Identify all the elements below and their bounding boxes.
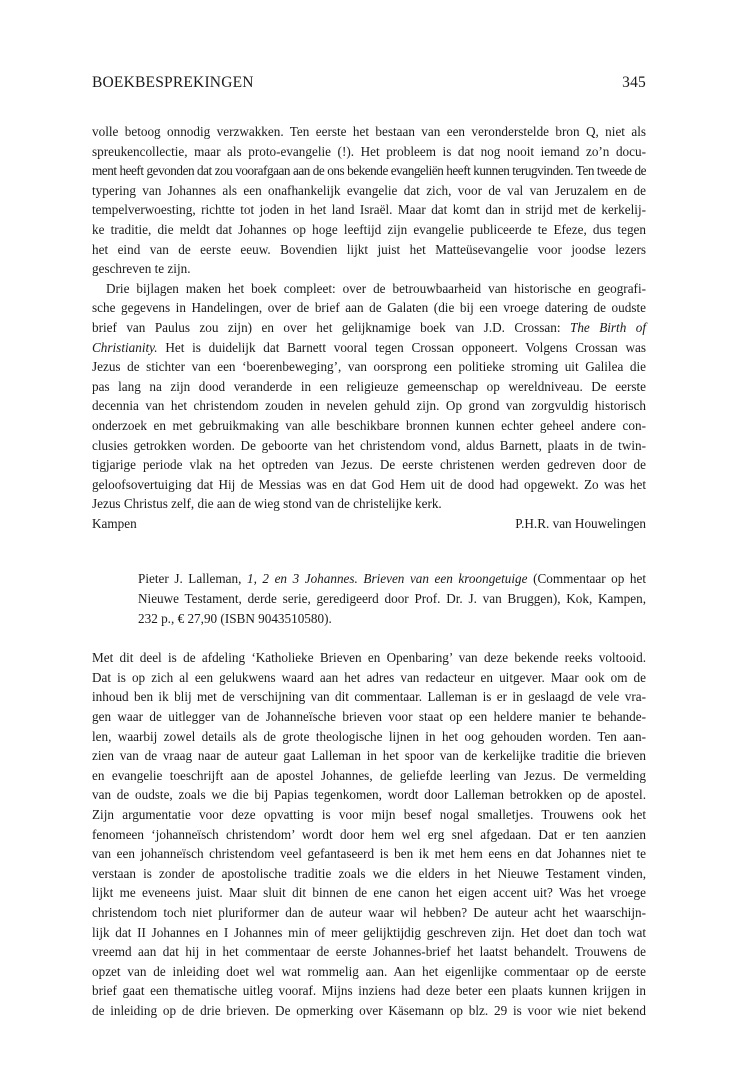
text-line: tempelverwoesting, richtte tot joden in het land Israël. Maar dat komt dan in strijd met de kerkelij- (92, 202, 646, 218)
citation-line: 232 p., € 27,90 (ISBN 9043510580). (138, 610, 332, 626)
text-line: inhoud ben ik blij met de verschijning van dit commentaar. Lalleman is er in geslaagd de vele vra- (92, 689, 646, 705)
text-line: lijkt me eveneens juist. Maar sluit dit binnen de ene canon het eigen accent uit? Was het vroege (92, 885, 646, 901)
page-number: 345 (622, 74, 646, 91)
text-line: tigjarige periode vlak na het optreden van Jezus. De eerste christenen werden gedreven door de (92, 457, 646, 473)
text-line: lijk dat II Johannes en I Johannes min of meer gelijktijdig geschreven zijn. Het doet dan toch wat (92, 924, 646, 940)
text-line: pas lang na zijn dood veranderde in een religieuze gemeenschap op wereldniveau. De eerste (92, 378, 646, 394)
text-line: brief gaat een thematische uitleg vooraf. Mijns inziens had deze beter een plaats kunnen krijgen in (92, 983, 646, 999)
text-line: decennia van het christendom zouden in nevelen gehuld zijn. Op grond van zorgvuldig historisch (92, 398, 646, 414)
citation-details: (Commentaar op het (527, 571, 646, 587)
text-line: het eind van de eerste eeuw. Bovendien lijkt juist het Matteüsevangelie voor joodse lezers (92, 241, 646, 257)
text-line: spreukencollectie, maar als proto-evangelie (!). Het probleem is dat nog nooit iemand zo’n docu- (92, 143, 646, 159)
text-line: christendom toch niet pluriformer dan de auteur waar wil hebben? De auteur acht het waarschijn- (92, 904, 646, 920)
text-line: en evangelie toeschrijft aan de apostel Johannes, de geliefde leerling van Jezus. De vermelding (92, 767, 646, 783)
text-line: clusies getrokken worden. De geboorte van het christendom vond, aldus Barnett, plaats in de twin- (92, 437, 646, 453)
signoff-author: P.H.R. van Houwelingen (515, 515, 646, 531)
text-line: Zijn argumentatie voor deze opvatting is voor mijn besef nogal smalletjes. Trouwens ook het (92, 807, 646, 822)
text-line: verstaan is zonder de apostolische traditie zoals we die elders in het Nieuwe Testament vinden, (92, 865, 646, 881)
text-line (92, 318, 646, 338)
text-run: Het is duidelijk dat Barnett vooral tegen Crossan opponeert. Volgens Crossan was (157, 339, 646, 355)
text-line: fenomeen ‘johanneïsch christendom’ wordt door hem wel erg snel afgedaan. Dat er ten aanzien (92, 826, 646, 842)
page (92, 74, 646, 1021)
text-line: zien van de vraag naar de auteur gaat Lalleman in het spoor van de kerkelijke traditie die brieven (92, 748, 646, 764)
running-head (92, 74, 646, 96)
text-line: volle betoog onnodig verzwakken. Ten eerste het bestaan van een veronderstelde bron Q, niet als (92, 124, 646, 139)
review-1-text (92, 122, 646, 533)
text-line: geschreven te zijn. (92, 261, 191, 277)
text-line: Jezus Christus zelf, die aan de wieg stond van de christelijke kerk. (92, 496, 442, 512)
text-line: Drie bijlagen maken het boek compleet: over de betrouwbaarheid van historische en geografi- (106, 280, 646, 296)
text-line: Dat is op zich al een gelukwens waard aan het adres van redacteur en uitgever. Maar ook om de (92, 669, 646, 685)
text-line: ment heeft gevonden dat zou voorafgaan aan de ons bekende evangeliën heeft kunnen terugvinden. Ten tweede de (92, 163, 646, 179)
text-line: gen waar de uitlegger van de Johanneïsche brieven voor staat op een heldere manier te behande- (92, 709, 646, 725)
text-line: vreemd aan dat hij in het commentaar de eerste Johannes-brief het laatst behandelt. Trouwens de (92, 944, 646, 960)
text-line: len, waarbij zowel details als de grote theologische lijnen in het oog gehouden worden. Ten aan- (92, 728, 646, 744)
text-line: typering van Johannes als een onafhankelijk evangelie dat zich, voor de val van Jeruzalem en de (92, 182, 646, 198)
citation-title: 1, 2 en 3 Johannes. Brieven van een kroongetuige (246, 571, 528, 587)
citation-author: Pieter J. Lalleman, (138, 571, 247, 587)
text-line: van een johanneïsch christendom veel gefantaseerd is ben ik met hem eens en dat Johannes niet te (92, 846, 646, 862)
text-line: onderzoek en met gebruikmaking van alle beschikbare bronnen kunnen echter geheel andere con- (92, 417, 646, 433)
text-line: Jezus de stichter van een ‘boerenbeweging’, van oorsprong een politieke stroming uit Galilea die (92, 359, 646, 375)
text-line: van de oudste, zoals we die bij Papias tegenkomen, wordt door Lalleman betrokken op de apostel. (92, 787, 646, 803)
citation-line (138, 569, 646, 589)
text-line: sche gegevens in Handelingen, over de brief aan de Galaten (die bij een vroege datering de oudste (92, 300, 646, 316)
text-line (92, 338, 646, 358)
book-title: The Birth of (569, 319, 647, 335)
text-run: brief van Paulus zou zijn) en over het gelijknamige boek van J.D. Crossan: (92, 319, 561, 335)
text-line: de inleiding op de drie brieven. De opmerking over Käsemann op blz. 29 is voor wie niet bekend (92, 1002, 646, 1018)
signoff (92, 514, 646, 534)
signoff-place: Kampen (92, 515, 137, 531)
section-title: BOEKBESPREKINGEN (92, 74, 254, 91)
review-2-text (92, 648, 646, 1020)
book-title: Christianity. (92, 339, 158, 355)
text-line: geloofsovertuiging dat Hij de Messias was en dat God Hem uit de dood had opgewekt. Zo was het (92, 476, 646, 492)
text-line: ke traditie, die meldt dat Johannes op hoge leeftijd zijn evangelie publiceerde te Efeze, dus tegen (92, 221, 646, 237)
text-line: Met dit deel is de afdeling ‘Katholieke Brieven en Openbaring’ van deze bekende reeks voltooid. (92, 650, 646, 666)
text-line: opzet van de inleiding doet wel wat rommelig aan. Aan het eigenlijke commentaar op de eerste (92, 963, 646, 979)
book-citation (92, 569, 646, 628)
citation-line: Nieuwe Testament, derde serie, geredigeerd door Prof. Dr. J. van Bruggen), Kok, Kampen, (138, 591, 646, 607)
